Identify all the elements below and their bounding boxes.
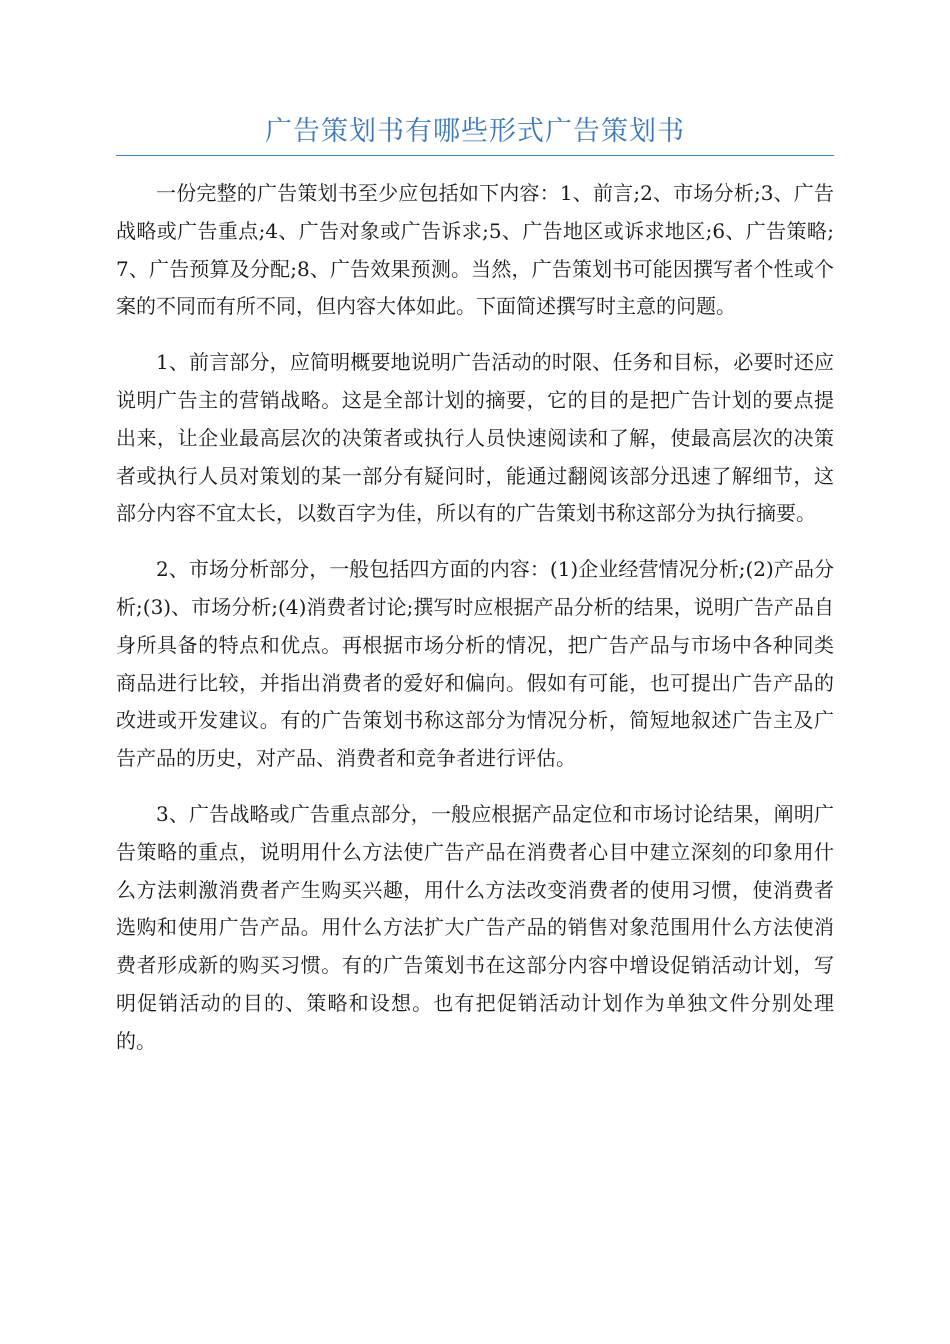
document-body	[116, 175, 834, 1079]
paragraph-market-analysis: 2、市场分析部分，一般包括四方面的内容：(1)企业经营情况分析;(2)产品分析;(3)、市场分析;(4)消费者讨论;撰写时应根据产品分析的结果，说明广告产品自身所具备的特点和优点。再根据市场分析的情况，把广告产品与市场中各种同类商品进行比较，并指出消费者的爱好和偏向。假如有可能，也可提出广告产品的改进或开发建议。有的广告策划书称这部分为情况分析，简短地叙述广告主及广告产品的历史，对产品、消费者和竞争者进行评估。	[116, 557, 834, 771]
paragraph-preface: 1、前言部分，应简明概要地说明广告活动的时限、任务和目标，必要时还应说明广告主的营销战略。这是全部计划的摘要，它的目的是把广告计划的要点提出来，让企业最高层次的决策者或执行人员快速阅读和了解，使最高层次的决策者或执行人员对策划的某一部分有疑问时，能通过翻阅该部分迅速了解细节，这部分内容不宜太长，以数百字为佳，所以有的广告策划书称这部分为执行摘要。	[116, 350, 834, 526]
paragraph-intro: 一份完整的广告策划书至少应包括如下内容：1、前言;2、市场分析;3、广告战略或广告重点;4、广告对象或广告诉求;5、广告地区或诉求地区;6、广告策略;7、广告预算及分配;8、广告效果预测。当然，广告策划书可能因撰写者个性或个案的不同而有所不同，但内容大体如此。下面简述撰写时主意的问题。	[116, 181, 834, 319]
paragraph-ad-strategy: 3、广告战略或广告重点部分，一般应根据产品定位和市场讨论结果，阐明广告策略的重点，说明用什么方法使广告产品在消费者心目中建立深刻的印象用什么方法刺激消费者产生购买兴趣，用什么方法改变消费者的使用习惯，使消费者选购和使用广告产品。用什么方法扩大广告产品的销售对象范围用什么方法使消费者形成新的购买习惯。有的广告策划书在这部分内容中增设促销活动计划，写明促销活动的目的、策略和设想。也有把促销活动计划作为单独文件分别处理的。	[116, 801, 834, 1053]
title-underline	[116, 155, 834, 156]
document-title: 广告策划书有哪些形式广告策划书	[265, 116, 685, 147]
